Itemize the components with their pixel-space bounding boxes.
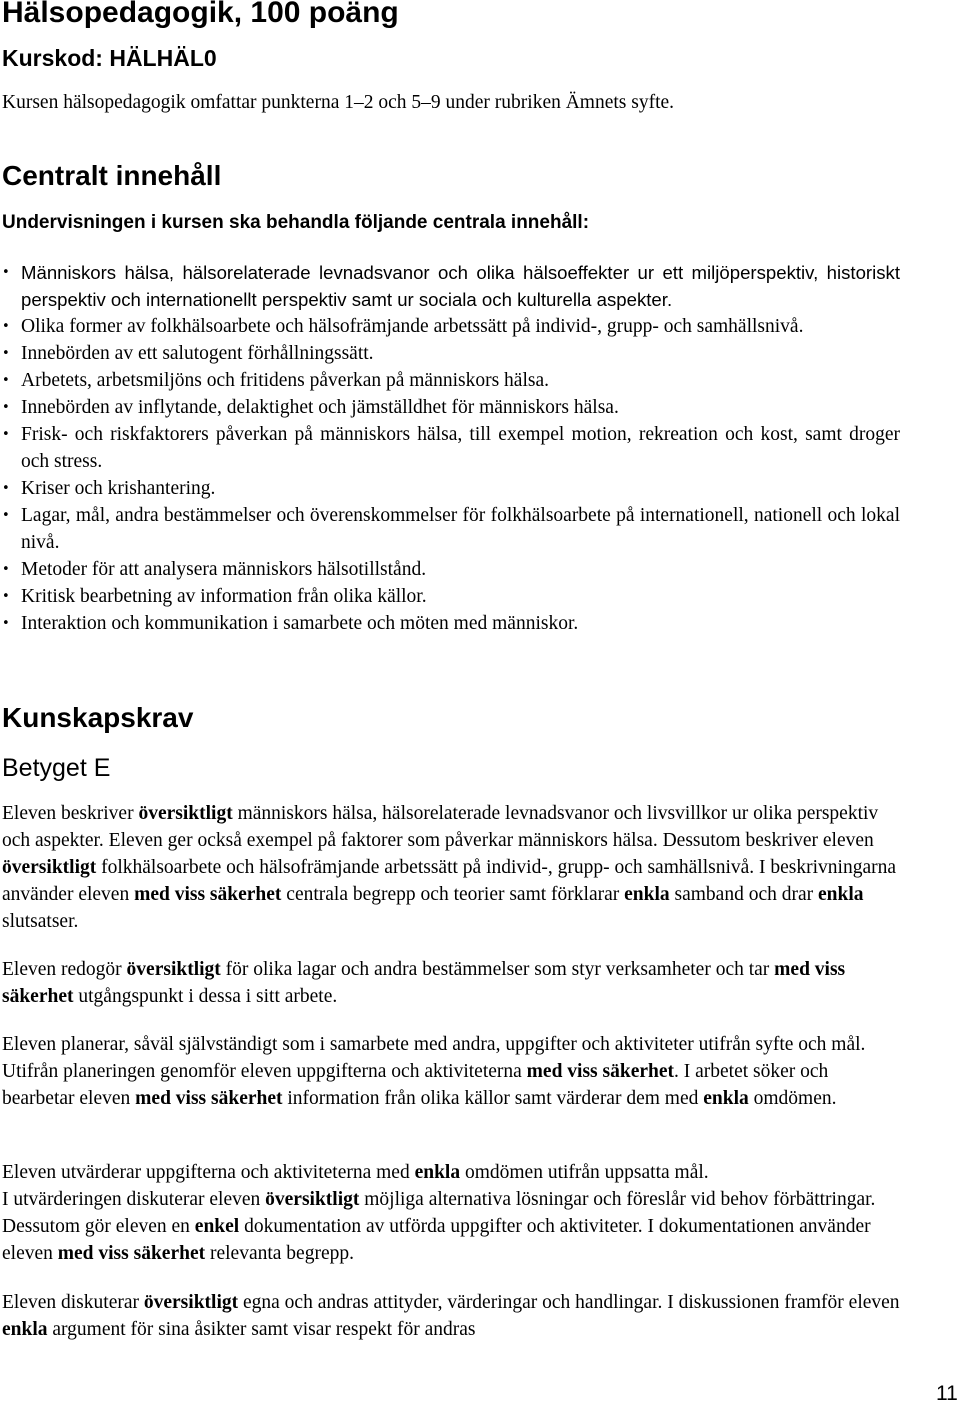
paragraph-text: I utvärderingen diskuterar eleven bbox=[2, 1189, 266, 1210]
paragraph-text: samband och drar bbox=[669, 884, 819, 905]
bullet-icon: • bbox=[2, 616, 10, 631]
paragraph-text: dokumentation av utförda uppgifter och aktiviteter. I dokumentationen använder eleven bbox=[2, 1216, 871, 1264]
paragraph-text: folkhälsoarbete och hälsofrämjande arbetssätt på individ-, grupp- och samhällsnivå. I beskrivningarna använder eleven bbox=[2, 857, 897, 905]
list-item bbox=[0, 394, 900, 421]
knowledge-paragraph bbox=[2, 1289, 902, 1343]
knowledge-requirements-heading: Kunskapskrav bbox=[2, 702, 194, 733]
emphasis-text: enkel bbox=[194, 1216, 240, 1237]
paragraph-text: Eleven beskriver bbox=[2, 803, 139, 824]
emphasis-text: med viss säkerhet bbox=[526, 1061, 674, 1082]
emphasis-text: med viss säkerhet bbox=[134, 884, 282, 905]
list-item-text: Innebörden av inflytande, delaktighet och jämställdhet för människors hälsa. bbox=[21, 397, 619, 418]
emphasis-text: enkla bbox=[818, 884, 864, 905]
paragraph-text: Eleven diskuterar bbox=[2, 1292, 144, 1313]
paragraph-text: . I arbetet söker och bearbetar eleven bbox=[2, 1061, 829, 1109]
paragraph-text: Eleven utvärderar uppgifterna och aktiviteterna med bbox=[2, 1162, 415, 1183]
knowledge-paragraph bbox=[2, 1031, 902, 1112]
list-item-text: Frisk- och riskfaktorers påverkan på människors hälsa, till exempel motion, rekreation och kost, samt droger och stress. bbox=[21, 424, 900, 472]
course-intro: Kursen hälsopedagogik omfattar punkterna 1–2 och 5–9 under rubriken Ämnets syfte. bbox=[2, 92, 675, 113]
paragraph-text: information från olika källor samt värderar dem med bbox=[282, 1088, 704, 1109]
emphasis-text: enkla bbox=[624, 884, 670, 905]
list-item bbox=[0, 475, 900, 502]
bullet-icon: • bbox=[2, 481, 10, 496]
central-content-lead: Undervisningen i kursen ska behandla följande centrala innehåll: bbox=[2, 212, 590, 233]
bullet-icon: • bbox=[2, 400, 10, 415]
paragraph-text: omdömen utifrån uppsatta mål. bbox=[460, 1162, 709, 1183]
emphasis-text: enkla bbox=[703, 1088, 749, 1109]
bullet-icon: • bbox=[2, 319, 10, 334]
list-item bbox=[0, 367, 900, 394]
list-item bbox=[0, 340, 900, 367]
emphasis-text: med viss säkerhet bbox=[135, 1088, 283, 1109]
paragraph-text: möjliga alternativa lösningar och föreslår vid behov förbättringar. Dessutom gör eleven en bbox=[2, 1189, 876, 1237]
paragraph-text: för olika lagar och andra bestämmelser som styr verksamheter och tar bbox=[220, 959, 775, 980]
page-number: 11 bbox=[936, 1382, 958, 1405]
paragraph-text: utgångspunkt i dessa i sitt arbete. bbox=[73, 986, 338, 1007]
list-item-text: Innebörden av ett salutogent förhållningssätt. bbox=[21, 343, 374, 364]
bullet-icon: • bbox=[2, 346, 10, 361]
paragraph-text: omdömen. bbox=[748, 1088, 837, 1109]
emphasis-text: översiktligt bbox=[138, 803, 233, 824]
paragraph-text: centrala begrepp och teorier samt förklarar bbox=[281, 884, 625, 905]
paragraph-text: egna och andras attityder, värderingar och handlingar. I diskussionen framför eleven bbox=[238, 1292, 900, 1313]
central-content-heading: Centralt innehåll bbox=[2, 160, 222, 191]
paragraph-text: relevanta begrepp. bbox=[205, 1243, 354, 1264]
bullet-icon: • bbox=[2, 562, 10, 577]
list-item-text: Interaktion och kommunikation i samarbete och möten med människor. bbox=[21, 613, 579, 634]
list-item-text: Kritisk bearbetning av information från olika källor. bbox=[21, 586, 427, 607]
paragraph-text: slutsatser. bbox=[2, 911, 79, 932]
list-item-text: Arbetets, arbetsmiljöns och fritidens påverkan på människors hälsa. bbox=[21, 370, 549, 391]
paragraph-text: argument för sina åsikter samt visar respekt för andras bbox=[47, 1319, 476, 1340]
emphasis-text: enkla bbox=[2, 1319, 48, 1340]
emphasis-text: översiktligt bbox=[2, 857, 97, 878]
bullet-icon: • bbox=[2, 427, 10, 442]
list-item bbox=[0, 610, 900, 637]
list-item-text: Kriser och krishantering. bbox=[21, 478, 216, 499]
list-item bbox=[0, 583, 900, 610]
paragraph-text: Eleven redogör bbox=[2, 959, 127, 980]
bullet-icon: • bbox=[2, 589, 10, 604]
list-item bbox=[0, 556, 900, 583]
course-code: Kurskod: HÄLHÄL0 bbox=[2, 45, 217, 71]
list-item-text: Lagar, mål, andra bestämmelser och överenskommelser för folkhälsoarbete på internationell, nationell och lokal nivå. bbox=[21, 505, 900, 553]
bullet-icon: • bbox=[2, 373, 10, 388]
list-item bbox=[0, 502, 900, 556]
knowledge-paragraph bbox=[2, 800, 902, 935]
emphasis-text: enkla bbox=[414, 1162, 461, 1183]
emphasis-text: översiktligt bbox=[126, 959, 221, 980]
emphasis-text: översiktligt bbox=[265, 1189, 360, 1210]
knowledge-paragraph bbox=[2, 1159, 902, 1267]
emphasis-text: med viss säkerhet bbox=[57, 1243, 206, 1264]
emphasis-text: översiktligt bbox=[143, 1292, 239, 1313]
course-title: Hälsopedagogik, 100 poäng bbox=[2, 0, 399, 29]
list-item-text: Metoder för att analysera människors hälsotillstånd. bbox=[21, 559, 427, 580]
list-item-text: Människors hälsa, hälsorelaterade levnadsvanor och olika hälsoeffekter ur ett miljöperspektiv, historiskt perspektiv och internationellt perspektiv samt ur sociala och kulturella aspekter. bbox=[21, 262, 900, 310]
list-item-text: Olika former av folkhälsoarbete och hälsofrämjande arbetssätt på individ-, grupp- och samhällsnivå. bbox=[21, 316, 804, 337]
list-item bbox=[0, 259, 900, 313]
bullet-icon: • bbox=[2, 508, 10, 523]
knowledge-paragraph bbox=[2, 956, 902, 1010]
list-item bbox=[0, 421, 900, 475]
emphasis-text: med viss säkerhet bbox=[2, 959, 846, 1007]
central-content-list bbox=[0, 259, 900, 637]
paragraph-text: Eleven planerar, såväl självständigt som i samarbete med andra, uppgifter och aktiviteter utifrån syfte och mål. Utifrån planeringen genomför eleven uppgifterna och aktiviteterna bbox=[2, 1034, 866, 1082]
list-item bbox=[0, 313, 900, 340]
grade-heading: Betyget E bbox=[2, 754, 111, 782]
paragraph-text: människors hälsa, hälsorelaterade levnadsvanor och livsvillkor ur olika perspektiv och aspekter. Eleven ger också exempel på faktorer som påverkar människors hälsa. Dessutom beskriver eleven bbox=[2, 803, 879, 851]
bullet-icon: • bbox=[2, 265, 10, 280]
